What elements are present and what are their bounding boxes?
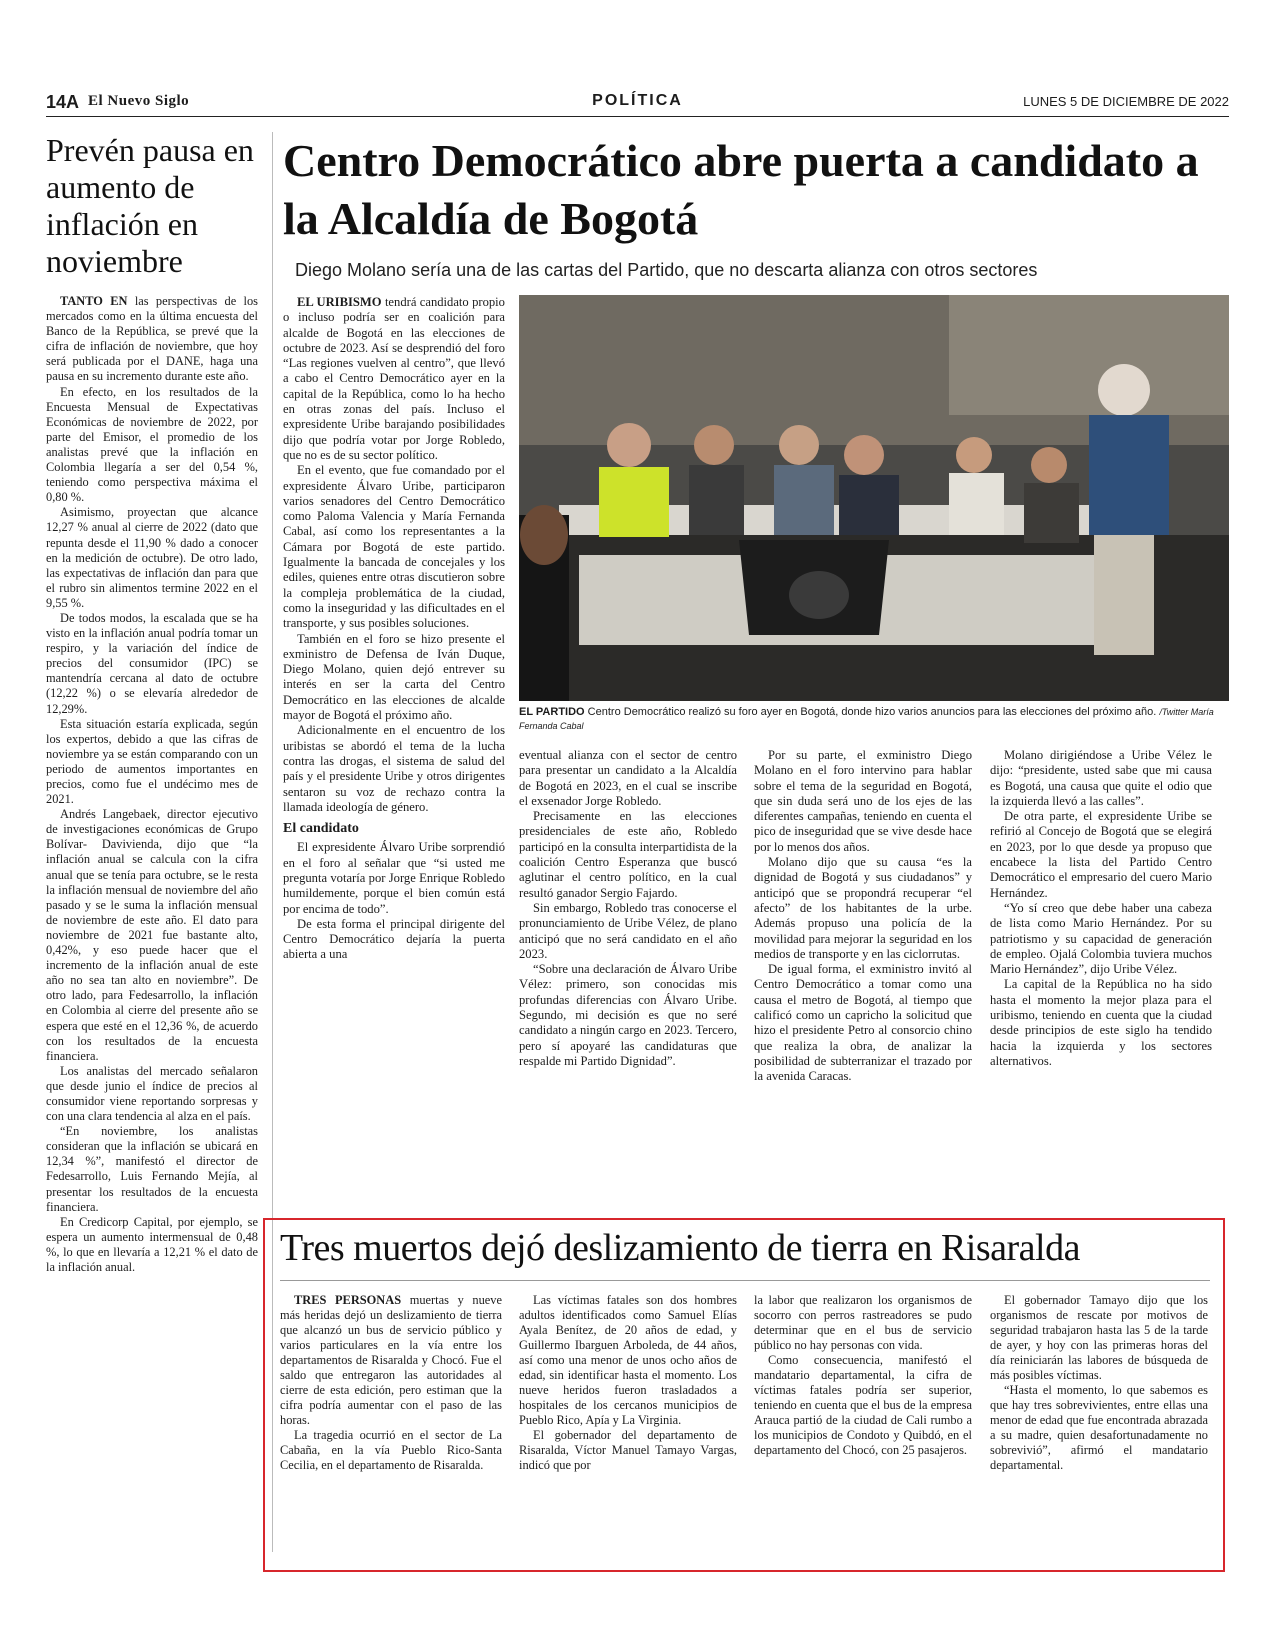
caption-text: Centro Democrático realizó su foro ayer en Bogotá, donde hizo varios anuncios para las elecciones del próximo año. bbox=[587, 706, 1157, 718]
paragraph: De otra parte, el expresidente Uribe se refirió al Concejo de Bogotá que se elegirá en 2023, por lo que desde ya propuso que encabece la lista del Partido Centro Democrático el empresario del cuero Mario Hernández. bbox=[990, 809, 1212, 900]
event-photo bbox=[519, 295, 1229, 701]
main-headline: Centro Democrático abre puerta a candidato a la Alcaldía de Bogotá bbox=[283, 135, 1199, 244]
page-header bbox=[46, 90, 1229, 117]
paragraph: Las víctimas fatales son dos hombres adultos identificados como Samuel Elías Ayala Benítez, de 20 años de edad, y Guillermo Ibarguen Arboleda, de 44 años, así como una menor de unos ocho años de edad, sin identificar hasta el momento. Los nueve heridos fueron trasladados a hospitales de los cercanos municipios de Pueblo Rico, Apía y La Virginia. bbox=[519, 1293, 737, 1427]
landslide-column-1 bbox=[280, 1293, 502, 1473]
issue-date: LUNES 5 DE DICIEMBRE DE 2022 bbox=[1023, 94, 1229, 109]
section-subtitle: El candidato bbox=[283, 821, 359, 837]
paragraph: Como consecuencia, manifestó el mandatario departamental, la cifra de víctimas fatales podría ser superior, teniendo en cuenta que el bus de la empresa Arauca partió de la ciudad de Cali rumbo a los municipios de Condoto y Quibdó, en el departamento del Chocó, con 25 pasajeros. bbox=[754, 1353, 972, 1457]
caption-kicker: EL PARTIDO bbox=[519, 706, 585, 718]
paragraph: El expresidente Álvaro Uribe sorprendió en el foro al señalar que “si usted me pregunta votaría por Jorge Enrique Robledo humildemente, porque el bien común está por encima de todo”. bbox=[283, 840, 505, 916]
paragraph: Sin embargo, Robledo tras conocerse el pronunciamiento de Uribe Vélez, de plano anticipó que no será candidato en el año 2023. bbox=[519, 900, 737, 961]
paragraph: “Hasta el momento, lo que sabemos es que hay tres sobrevivientes, entre ellas una menor de edad que fue encontrada abrazada a su madre, quien desafortunadamente no sobrevivió”, afirmó el mandatario departamental. bbox=[990, 1383, 1208, 1472]
photo-caption bbox=[519, 705, 1229, 733]
paragraph: Andrés Langebaek, director ejecutivo de investigaciones económicas de Grupo Bolívar- Davivienda, dijo que “la inflación anual se calcula con la cifra anual que se tenía para octubre, se le resta la inflación mensual de noviembre del año pasado y se le suma la inflación mensual de noviembre de este año. El dato para noviembre de 2021 fue bastante alto, 0,42%, y eso puede hacer que el incremento de la inflación anual de este año no sea tan alto en noviembre”. De otro lado, para Fedesarrollo, la inflación en Colombia al cierre del presente año se espera que esté en el 12,36 %, de acuerdo con los resultados de la encuesta financiera. bbox=[46, 807, 258, 1063]
section-name: POLÍTICA bbox=[592, 92, 683, 109]
paragraph: De esta forma el principal dirigente del Centro Democrático dejaría la puerta abierta a una bbox=[283, 916, 505, 962]
landslide-headline: Tres muertos dejó deslizamiento de tierra en Risaralda bbox=[280, 1227, 1080, 1269]
paragraph: Los analistas del mercado señalaron que desde junio el índice de precios al consumidor viene reportando sorpresas y con una clara tendencia al alza en el país. bbox=[46, 1063, 258, 1124]
main-column-1 bbox=[283, 295, 505, 963]
main-subhead: Diego Molano sería una de las cartas del Partido, que no descarta alianza con otros sectores bbox=[295, 260, 1038, 280]
paragraph: EL URIBISMO tendrá candidato propio o incluso podría ser en coalición para alcalde de Bogotá en las elecciones de octubre de 2023. Así se desprendió del foro “Las regiones vuelven al centro”, que llevó a cabo el Centro Democrático ayer en la capital de la República, como lo ha hecho en otras zonas del país. Incluso el expresidente Uribe barajando posibilidades dijo que podría votar por Jorge Robledo, que no es de su sector político. bbox=[283, 295, 505, 462]
paragraph: Asimismo, proyectan que alcance 12,27 % anual al cierre de 2022 (dato que repunta desde el 11,90 % dado a conocer en la medición de octubre). De otro lado, las expectativas de inflación dan para que el rubro sin alimentos termine 2022 en el 9,55 %. bbox=[46, 505, 258, 610]
paragraph: TRES PERSONAS muertas y nueve más heridas dejó un deslizamiento de tierra que alcanzó un bus de servicio público y varios particulares en la vía entre los departamentos de Risaralda y Chocó. Fue el saldo que entregaron las autoridades al cierre de esta edición, pero estiman que la cifra podría aumentar con el paso de las horas. bbox=[280, 1293, 502, 1427]
paragraph: Molano dirigiéndose a Uribe Vélez le dijo: “presidente, usted sabe que mi causa es Bogotá, una causa que quite el odio que la izquierda llevó a las calles”. bbox=[990, 748, 1212, 808]
main-column-2 bbox=[519, 748, 737, 1069]
paragraph: De igual forma, el exministro invitó al Centro Democrático a tomar como una causa el metro de Bogotá, al tiempo que calificó como un capricho la solicitud que hizo el presidente Petro al consorcio chino que realiza la obra, de analizar la posibilidad de subterranizar el trazado por la avenida Caracas. bbox=[754, 962, 972, 1084]
headline-rule bbox=[280, 1280, 1210, 1281]
paragraph: Esta situación estaría explicada, según los expertos, debido a que las cifras de noviembre ya se están comparando con un periodo de aumentos importantes en precios, como fue el undécimo mes de 2021. bbox=[46, 716, 258, 807]
paragraph: Precisamente en las elecciones presidenciales de este año, Robledo participó en la consulta interpartidista de la coalición Centro Esperanza que buscó aglutinar el centro político, en la cual resultó ganador Sergio Fajardo. bbox=[519, 809, 737, 900]
main-column-3 bbox=[754, 748, 972, 1085]
paragraph: En el evento, que fue comandado por el expresidente Álvaro Uribe, participaron varios senadores del Centro Democrático como Paloma Valencia y María Fernanda Cabal, así como los representantes a la Cámara por Bogotá de este partido. Igualmente la bancada de concejales y los ediles, quienes entre otras discutieron sobre la compleja problemática de la ciudad, como la inseguridad y las dificultades en el transporte, y sus posibles soluciones. bbox=[283, 463, 505, 631]
inflation-headline: Prevén pausa en aumento de inflación en noviembre bbox=[46, 132, 254, 279]
paragraph: Adicionalmente en el encuentro de los uribistas se abordó el tema de la lucha contra las drogas, el sistema de salud del país y el presidente Uribe y otros dirigentes sentaron su voz de rechazo contra la llamada ideología de género. bbox=[283, 723, 505, 814]
paragraph: La tragedia ocurrió en el sector de La Cabaña, en la vía Pueblo Rico-Santa Cecilia, en el departamento de Risaralda. bbox=[280, 1428, 502, 1472]
inflation-article bbox=[46, 132, 258, 1275]
event-photo-illustration bbox=[519, 295, 1229, 701]
paragraph: “Sobre una declaración de Álvaro Uribe Vélez: primero, son conocidas mis profundas diferencias con Álvaro Uribe. Segundo, mi decisión es que no seré candidato a ningún cargo en 2023. Tercero, pero sí apoyaré las candidaturas que respalde mi Partido Dignidad”. bbox=[519, 962, 737, 1068]
main-column-4 bbox=[990, 748, 1212, 1069]
paragraph: TANTO EN las perspectivas de los mercados como en la última encuesta del Banco de la República, se prevé que la cifra de inflación de noviembre, que hoy será publicada por el DANE, haga una pausa en su incremento durante este año. bbox=[46, 294, 259, 384]
photo-credit: /Twitter María Fernanda Cabal bbox=[519, 707, 1214, 731]
paragraph: eventual alianza con el sector de centro para presentar un candidato a la Alcaldía de Bogotá en 2023, en el cual se inscribe el exsenador Jorge Robledo. bbox=[519, 748, 737, 808]
paragraph: Por su parte, el exministro Diego Molano en el foro intervino para hablar sobre el tema de la seguridad en Bogotá, que sin duda será uno de los ejes de las diferentes campañas, teniendo en cuenta el pico de inseguridad que se vive desde hace por lo menos dos años. bbox=[754, 748, 972, 854]
paragraph: la labor que realizaron los organismos de socorro con perros rastreadores se pudo determinar que en el bus de servicio público no hay personas con vida. bbox=[754, 1293, 972, 1352]
paragraph: De todos modos, la escalada que se ha visto en la inflación anual podría tomar un respiro, y la variación del índice de precios del consumidor (IPC) se mantendría cercana al dato de octubre (12,22 %) o se elevaría alrededor de 12,29%. bbox=[46, 610, 258, 716]
paragraph: “En noviembre, los analistas consideran que la inflación se ubicará en 12,34 %”, manifestó el director de Fedesarrollo, Luis Fernando Mejía, al presentar los resultados de la encuesta financiera. bbox=[46, 1124, 258, 1214]
paragraph: La capital de la República no ha sido hasta el momento la mejor plaza para el uribismo, teniendo en cuenta que la ciudad desde principios de este siglo ha tendido hacia la izquierda y los sectores alternativos. bbox=[990, 977, 1212, 1068]
paragraph: Molano dijo que su causa “es la dignidad de Bogotá y sus ciudadanos” y anticipó que se propondrá recuperar “el afecto” de los habitantes de la urbe. Además propuso una policía de la movilidad para mejorar la seguridad en los medios de transporte y en las ciclorrutas. bbox=[754, 855, 972, 961]
paragraph: “Yo sí creo que debe haber una cabeza de lista como Mario Hernández. Por su patriotismo y su capacidad de generación de empleo. Ojalá Colombia tuviera muchos Mario Hernández”, dijo Uribe Vélez. bbox=[990, 900, 1212, 977]
page-number: 14A bbox=[46, 92, 80, 112]
newspaper-name: El Nuevo Siglo bbox=[88, 93, 190, 109]
paragraph: En efecto, en los resultados de la Encuesta Mensual de Expectativas Económicas de noviembre de 2022, por parte del Emisor, el promedio de los analistas prevé que la inflación en Colombia llegaría a ser del 0,54 %, teniendo como perspectiva máxima el 0,80 %. bbox=[46, 384, 258, 505]
paragraph: En Credicorp Capital, por ejemplo, se espera un aumento intermensual de 0,48 %, lo que en llevaría a 12,21 % el dato de la inflación anual. bbox=[46, 1214, 258, 1274]
landslide-column-3 bbox=[754, 1293, 972, 1458]
paragraph: También en el foro se hizo presente el exministro de Defensa de Iván Duque, Diego Molano, quien dejó entrever su interés en ser la carta del Centro Democrático en las elecciones de alcalde mayor de Bogotá el próximo año. bbox=[283, 631, 505, 723]
landslide-column-2 bbox=[519, 1293, 737, 1473]
landslide-column-4 bbox=[990, 1293, 1208, 1473]
paragraph: El gobernador Tamayo dijo que los organismos de rescate por motivos de seguridad trabajaron hasta las 5 de la tarde de ayer, y hoy con las primeras horas del día reiniciarán las labores de búsqueda de más posibles víctimas. bbox=[990, 1293, 1208, 1382]
paragraph: El gobernador del departamento de Risaralda, Víctor Manuel Tamayo Vargas, indicó que por bbox=[519, 1428, 737, 1472]
inflation-body bbox=[46, 294, 258, 1275]
